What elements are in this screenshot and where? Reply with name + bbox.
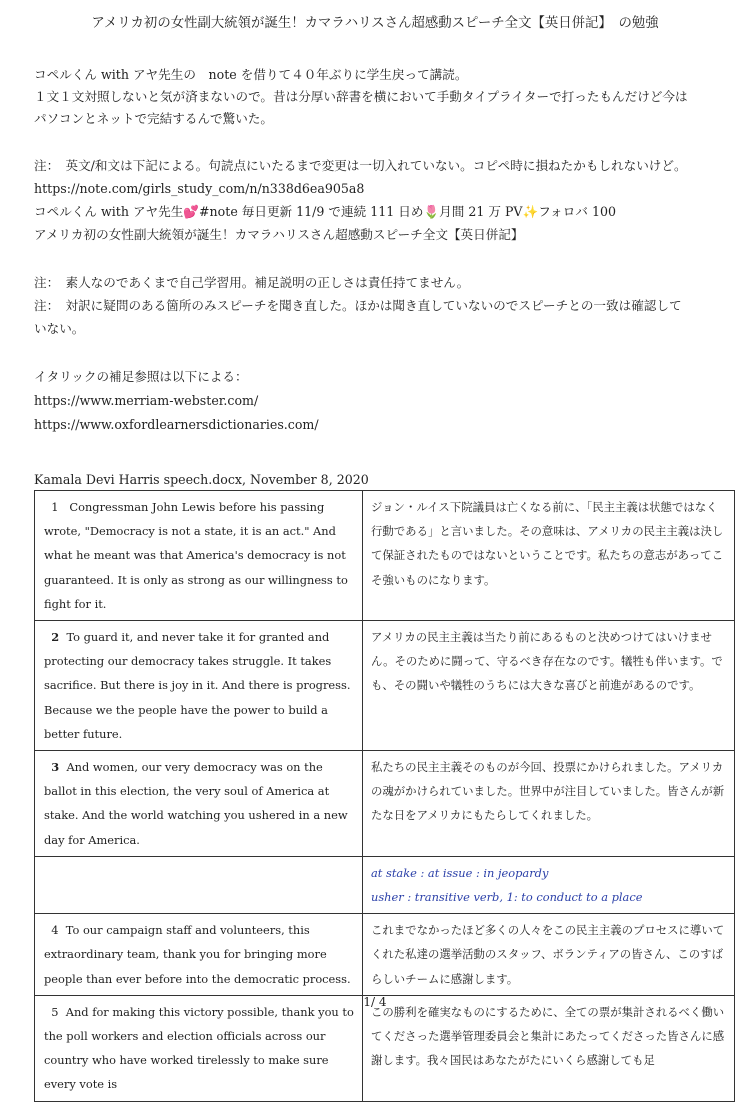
- note-line: 注： 英文/和文は下記による。句読点にいたるまで変更は一切入れていない。コピペ時に損ねたかもしれないけど。: [34, 158, 687, 173]
- table-row: [35, 995, 735, 1101]
- source-author: コペルくん with アヤ先生💕#note 毎日更新 11/9 で連続 111 日め🌷月間 21 万 PV✨フォロバ 100: [34, 204, 616, 219]
- reference-url[interactable]: https://www.merriam-webster.com/: [34, 393, 259, 408]
- note-line: 注： 対訳に疑問のある箇所のみスピーチを聞き直した。ほかは聞き直していないのでスピーチとの一致は確認して: [34, 298, 682, 313]
- row-number: 4: [51, 923, 59, 938]
- japanese-text: アメリカの民主主義は当たり前にあるものと決めつけてはいけません。そのために闘って、守るべき存在なのです。犠牲も伴います。でも、その闘いや犠牲のうちには大きな喜びと前進があるのです。: [371, 630, 723, 693]
- vocabulary-note: usher : transitive verb, 1: to conduct to a place: [371, 890, 643, 905]
- japanese-text: この勝利を確実なものにするために、全ての票が集計されるべく働いてくださった選挙管理委員会と集計にあたってくださった皆さんに感謝します。我々国民はあなたがたにいくら感謝しても足: [371, 1004, 725, 1068]
- intro-line: １文１文対照しないと気が済まないので。昔は分厚い辞書を横において手動タイプライターで打ったもんだけど今は: [34, 89, 688, 104]
- japanese-cell: [363, 751, 735, 857]
- table-row: [35, 914, 735, 996]
- source-url[interactable]: https://note.com/girls_study_com/n/n338d6ea905a8: [34, 181, 365, 196]
- document-caption: Kamala Devi Harris speech.docx, November 8, 2020: [34, 472, 369, 487]
- english-text: To our campaign staff and volunteers, this extraordinary team, thank you for bringing more people than ever before into the democratic process.: [44, 923, 351, 986]
- english-cell: [35, 621, 363, 751]
- intro-line: パソコンとネットで完結するんで驚いた。: [34, 111, 274, 126]
- source-title: アメリカ初の女性副大統領が誕生！カマラハリスさん超感動スピーチ全文【英日併記】: [34, 227, 524, 242]
- note-line: いない。: [34, 321, 85, 336]
- english-cell: [35, 491, 363, 621]
- japanese-cell: [363, 914, 735, 996]
- table-row: [35, 751, 735, 857]
- japanese-text: これまでなかったほど多くの人々をこの民主主義のプロセスに導いてくれた私達の選挙活動のスタッフ、ボランティアの皆さん、このすばらしいチームに感謝します。: [371, 923, 725, 986]
- row-number: 1: [51, 500, 59, 514]
- row-number: 2: [51, 630, 60, 645]
- intro-line: コペルくん with アヤ先生の note を借りて４０年ぶりに学生戻って講読。: [34, 67, 468, 82]
- table-row: [35, 621, 735, 751]
- japanese-text: ジョン・ルイス下院議員は亡くなる前に、「民主主義は状態ではなく行動である」と言いました。その意味は、アメリカの民主主義は決して保証されたものではないということです。私たちの意志があってこそ強いものになります。: [371, 500, 724, 587]
- row-number: 3: [51, 760, 60, 775]
- vocabulary-note: at stake : at issue : in jeopardy: [371, 865, 549, 880]
- english-cell: [35, 995, 363, 1101]
- table-row: [35, 491, 735, 621]
- row-number: 5: [51, 1004, 59, 1019]
- japanese-text: 私たちの民主主義そのものが今回、投票にかけられました。アメリカの魂がかけられていました。世界中が注目していました。皆さんが新たな日をアメリカにもたらしてくれました。: [371, 760, 725, 823]
- japanese-cell: [363, 491, 735, 621]
- english-text: To guard it, and never take it for granted and protecting our democracy takes struggle. It takes sacrifice. But there is joy in it. And there is progress. Because we the people have the power to build a better future.: [44, 630, 351, 741]
- note-line: 注： 素人なのであくまで自己学習用。補足説明の正しさは責任持てません。: [34, 275, 470, 290]
- page-title: アメリカ初の女性副大統領が誕生！カマラハリスさん超感動スピーチ全文【英日併記】 の勉強: [91, 16, 659, 31]
- english-cell: [35, 914, 363, 996]
- reference-url[interactable]: https://www.oxfordlearnersdictionaries.com/: [34, 417, 319, 432]
- english-text: And women, our very democracy was on the ballot in this election, the very soul of America at stake. And the world watching you ushered in a new day for America.: [44, 760, 348, 847]
- page-number: 1/ 4: [363, 995, 387, 1009]
- english-cell: [35, 751, 363, 857]
- japanese-cell: [363, 621, 735, 751]
- reference-heading: イタリックの補足参照は以下による：: [34, 369, 248, 384]
- table-row: [35, 856, 735, 913]
- japanese-cell: [363, 995, 735, 1101]
- english-cell: [35, 856, 363, 913]
- vocabulary-cell: [363, 856, 735, 913]
- english-text: And for making this victory possible, thank you to the poll workers and election officials across our country who have worked tirelessly to make sure every vote is: [44, 1004, 354, 1092]
- english-text: Congressman John Lewis before his passing wrote, "Democracy is not a state, it is an act." And what he meant was that America's democracy is not guaranteed. It is only as strong as our willingness to fight for it.: [44, 500, 348, 611]
